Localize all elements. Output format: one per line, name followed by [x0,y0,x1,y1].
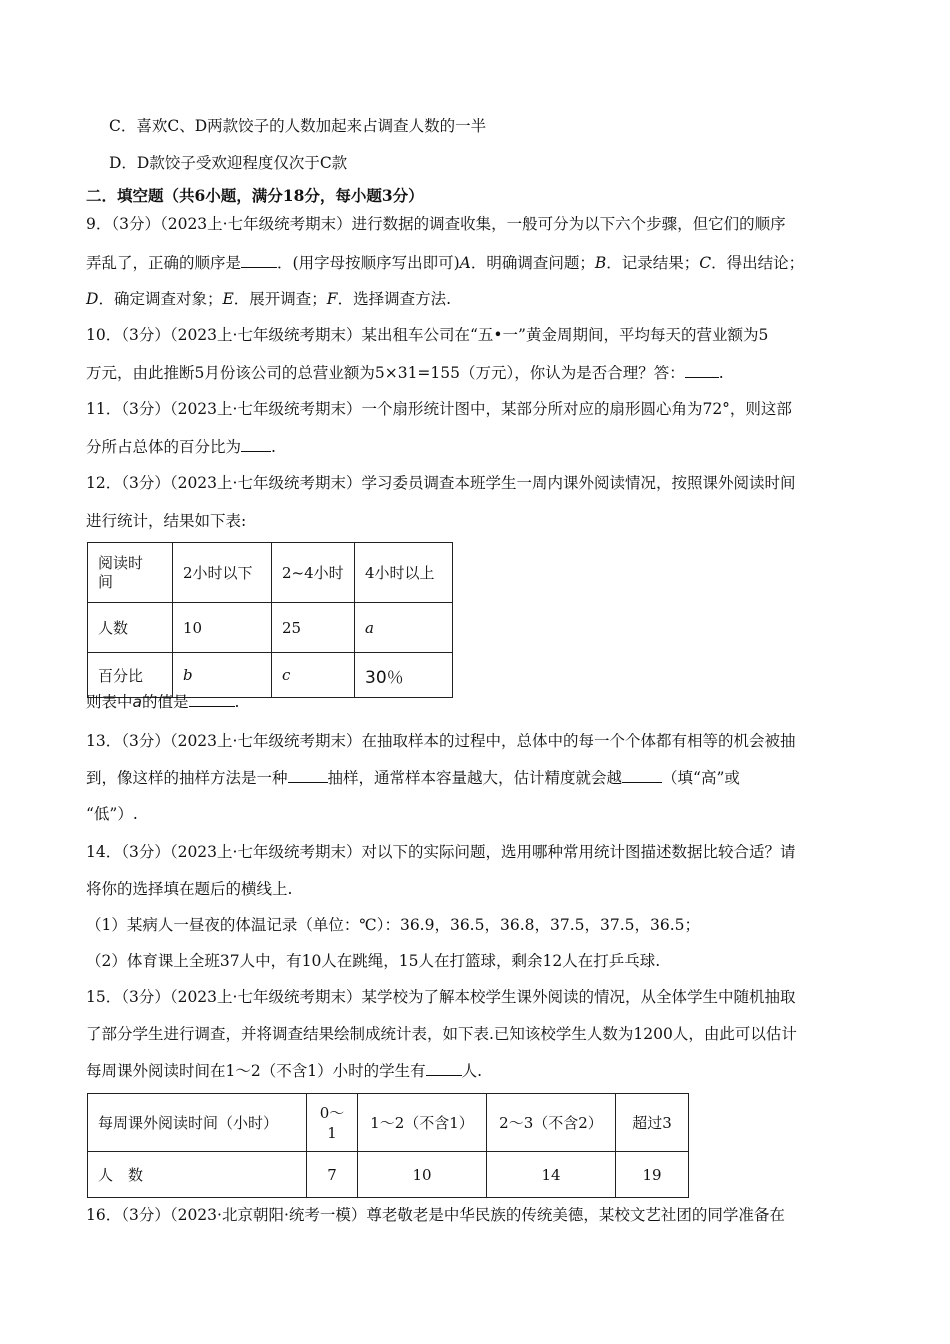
table-cell: 2~4小时 [272,543,355,603]
section-title: 二．填空题（共6小题，满分18分，每小题3分） [86,186,424,205]
q14-line1: 14．（3分）（2023上·七年级统考期末）对以下的实际问题，选用哪种常用统计图描述数据比较合适？请 [86,843,796,861]
option-c: C．喜欢C、D两款饺子的人数加起来占调查人数的一半 [109,117,487,135]
q15-line2: 了部分学生进行调查，并将调查结果绘制成统计表，如下表.已知该校学生人数为1200人，由此可以估计 [86,1025,797,1043]
q12-line1: 12．（3分）（2023上·七年级统考期末）学习委员调查本班学生一周内课外阅读情况，按照课外阅读时间 [86,474,796,492]
q9-line1: 9．（3分）（2023上·七年级统考期末）进行数据的调查收集，一般可分为以下六个步骤，但它们的顺序 [86,215,786,233]
q14-line3: （1）某病人一昼夜的体温记录（单位：℃）：36.9，36.5，36.8，37.5，37.5，36.5； [86,916,701,934]
q10-line2: 万元，由此推断5月份该公司的总营业额为5×31=155（万元），你认为是否合理？答： . [86,364,724,382]
table-cell: 14 [487,1152,616,1198]
table-cell: 每周课外阅读时间（小时） [88,1094,307,1152]
table-cell: 30％ [355,653,453,698]
table-cell: b [173,653,272,698]
table-row [88,543,453,603]
table-cell: 4小时以上 [355,543,453,603]
q12-after-table: 则表中a的值是 . [86,693,240,711]
q9-line2: 弄乱了，正确的顺序是 ．(用字母按顺序写出即可)A．明确调查问题；B．记录结果；C．得出结论； [86,254,805,272]
table-cell: 1～2（不含1） [358,1094,487,1152]
table-cell: 7 [307,1152,358,1198]
table-cell: 25 [272,603,355,653]
weekly-reading-table [87,1093,689,1198]
option-d: D．D款饺子受欢迎程度仅次于C款 [109,154,348,172]
table-row [88,1094,689,1152]
q16-line1: 16．（3分）（2023·北京朝阳·统考一模）尊老敬老是中华民族的传统美德，某校文艺社团的同学准备在 [86,1206,785,1224]
table-cell: 2小时以下 [173,543,272,603]
q15-line1: 15．（3分）（2023上·七年级统考期末）某学校为了解本校学生课外阅读的情况，从全体学生中随机抽取 [86,988,796,1006]
table-row [88,653,453,698]
table-cell: 超过3 [616,1094,689,1152]
q13-line3: “低”）. [86,805,138,823]
table-cell: 人 数 [88,1152,307,1198]
table-cell: 19 [616,1152,689,1198]
table-cell: c [272,653,355,698]
table-row [88,603,453,653]
table-cell: 10 [358,1152,487,1198]
q11-line2: 分所占总体的百分比为 . [86,438,276,456]
table-cell: a [355,603,453,653]
reading-time-table [87,542,453,698]
table-cell: 百分比 [88,653,173,698]
table-cell: 0～ 1 [307,1094,358,1152]
q13-line2: 到，像这样的抽样方法是一种 抽样，通常样本容量越大，估计精度就会越 （填“高”或 [86,769,740,787]
q15-line3: 每周课外阅读时间在1～2（不含1）小时的学生有 人. [86,1062,483,1080]
q12-line2: 进行统计，结果如下表: [86,512,247,530]
q11-line1: 11．（3分）（2023上·七年级统考期末）一个扇形统计图中，某部分所对应的扇形圆心角为72°，则这部 [86,400,792,418]
q13-line1: 13．（3分）（2023上·七年级统考期末）在抽取样本的过程中，总体中的每一个个体都有相等的机会被抽 [86,732,796,750]
table-cell: 阅读时 间 [88,543,173,603]
table-cell: 2～3（不含2） [487,1094,616,1152]
q9-line3: D．确定调查对象；E．展开调查；F．选择调查方法. [86,290,451,308]
q14-line4: （2）体育课上全班37人中，有10人在跳绳，15人在打篮球，剩余12人在打乒乓球. [86,952,661,970]
table-cell: 10 [173,603,272,653]
q10-line1: 10．（3分）（2023上·七年级统考期末）某出租车公司在“五•一”黄金周期间，平均每天的营业额为5 [86,326,769,344]
q14-line2: 将你的选择填在题后的横线上. [86,880,293,898]
table-cell: 人数 [88,603,173,653]
table-row [88,1152,689,1198]
